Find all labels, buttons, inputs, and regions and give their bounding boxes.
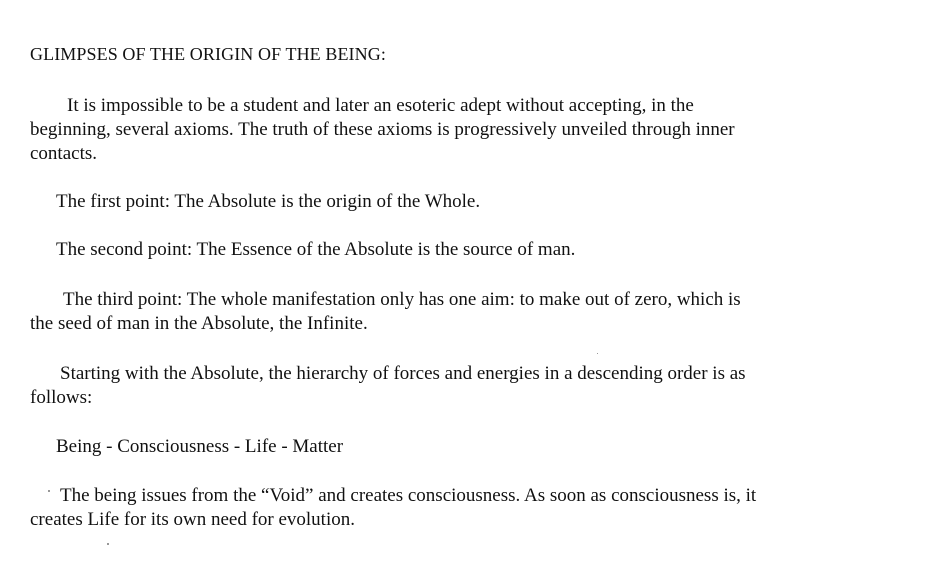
paragraph-5-line-2: follows: <box>30 387 93 408</box>
paragraph-4-line-1: The third point: The whole manifestation only has one aim: to make out of zero, which is <box>63 289 741 310</box>
paragraph-1-line-1: It is impossible to be a student and later an esoteric adept without accepting, in the <box>67 95 694 116</box>
paragraph-7-line-1: The being issues from the “Void” and creates consciousness. As soon as consciousness is, it <box>60 485 757 506</box>
document-heading: GLIMPSES OF THE ORIGIN OF THE BEING: <box>30 44 386 64</box>
paragraph-7-line-2: creates Life for its own need for evolution. <box>30 509 355 530</box>
paragraph-1-line-3: contacts. <box>30 143 98 164</box>
paragraph-6-line-1: Being - Consciousness - Life - Matter <box>56 436 344 457</box>
scan-speck <box>107 543 109 545</box>
paragraph-1-line-2: beginning, several axioms. The truth of these axioms is progressively unveiled through inner <box>30 119 735 140</box>
paragraph-3-line-1: The second point: The Essence of the Absolute is the source of man. <box>56 239 576 260</box>
scan-speck <box>48 490 50 492</box>
scan-speck <box>597 353 598 354</box>
paragraph-5-line-1: Starting with the Absolute, the hierarchy of forces and energies in a descending order is as <box>60 363 746 384</box>
paragraph-2-line-1: The first point: The Absolute is the origin of the Whole. <box>56 191 481 212</box>
paragraph-4-line-2: the seed of man in the Absolute, the Infinite. <box>30 313 368 334</box>
